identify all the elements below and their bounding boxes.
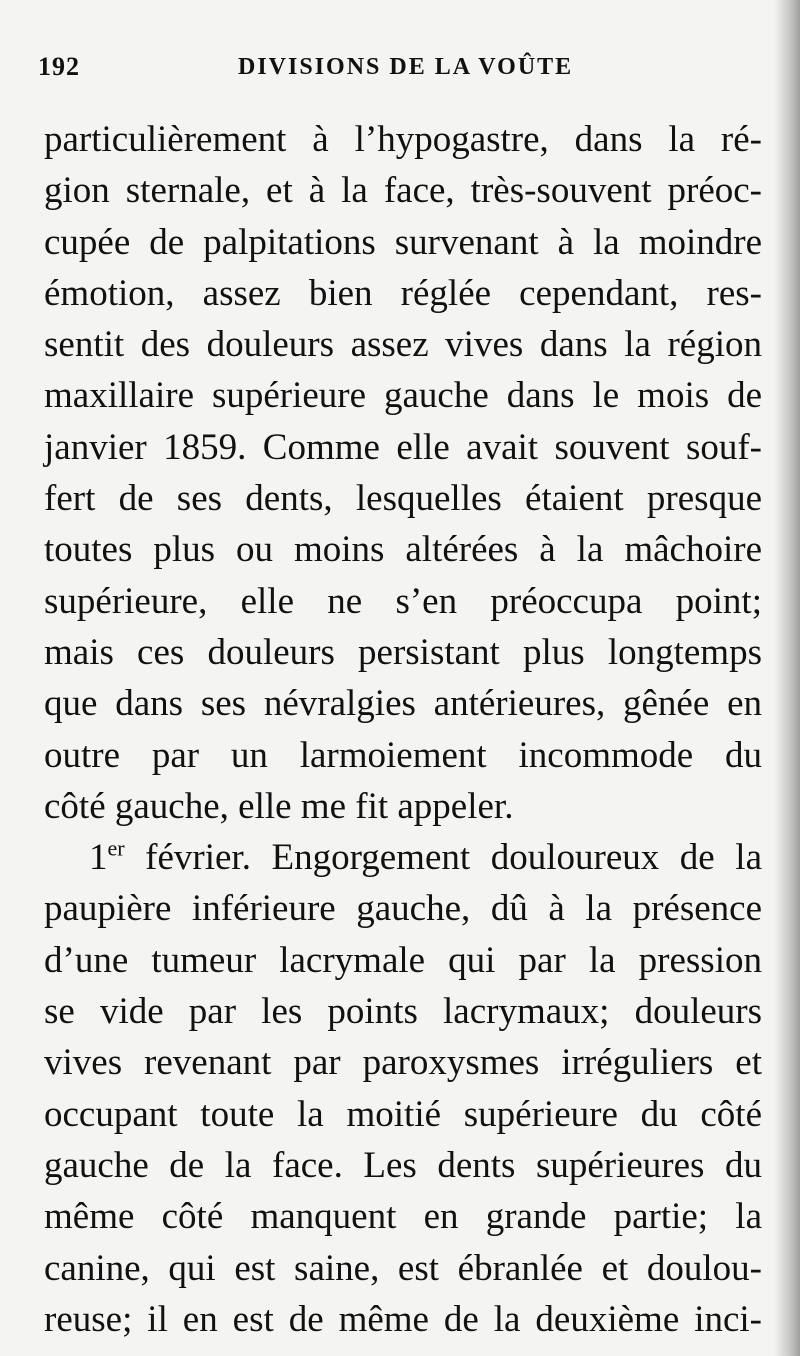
- paragraph-first-line-text: février. Engorgement douloureux de la: [124, 837, 762, 879]
- text-line: janvier 1859. Comme elle avait souvent souf-: [44, 426, 762, 468]
- page-number: 192: [38, 52, 80, 81]
- text-line: reuse; il en est de même de la deuxième inci-: [44, 1298, 762, 1340]
- text-line: maxillaire supérieure gauche dans le mois de: [44, 375, 762, 417]
- text-line: d’une tumeur lacrymale qui par la pression: [44, 939, 762, 981]
- text-line: mais ces douleurs persistant plus longtemps: [44, 631, 762, 673]
- page-header: [38, 52, 758, 92]
- text-line: gion sternale, et à la face, très-souvent préoc-: [44, 170, 762, 212]
- text-line: supérieure, elle ne s’en préoccupa point;: [44, 580, 762, 622]
- text-line: outre par un larmoiement incommode du: [44, 734, 762, 776]
- page-edge-shadow: [774, 0, 800, 1356]
- text-line: même côté manquent en grande partie; la: [44, 1196, 762, 1238]
- body-text: [44, 114, 762, 1345]
- text-line: toutes plus ou moins altérées à la mâchoire: [44, 529, 762, 571]
- text-line: cupée de palpitations survenant à la moindre: [44, 221, 762, 263]
- text-line: gauche de la face. Les dents supérieures du: [44, 1144, 762, 1186]
- text-line: particulièrement à l’hypogastre, dans la ré-: [44, 119, 762, 160]
- text-line: que dans ses névralgies antérieures, gênée en: [44, 683, 762, 725]
- text-line: émotion, assez bien réglée cependant, res-: [44, 272, 762, 314]
- ordinal-superscript: er: [107, 835, 125, 861]
- text-line: côté gauche, elle me fit appeler.: [44, 785, 514, 827]
- text-line: se vide par les points lacrymaux; douleurs: [44, 991, 762, 1033]
- text-line: paupière inférieure gauche, dû à la présence: [44, 888, 762, 930]
- text-line: occupant toute la moitié supérieure du côté: [44, 1093, 762, 1135]
- text-line: vives revenant par paroxysmes irréguliers et: [44, 1042, 762, 1084]
- ordinal: 1: [89, 837, 108, 879]
- text-line: canine, qui est saine, est ébranlée et doulou-: [44, 1247, 762, 1289]
- running-head: DIVISIONS DE LA VOÛTE: [238, 54, 574, 80]
- paragraph-first-line: [44, 832, 762, 883]
- text-line: sentit des douleurs assez vives dans la région: [44, 324, 762, 366]
- text-line: fert de ses dents, lesquelles étaient presque: [44, 478, 762, 520]
